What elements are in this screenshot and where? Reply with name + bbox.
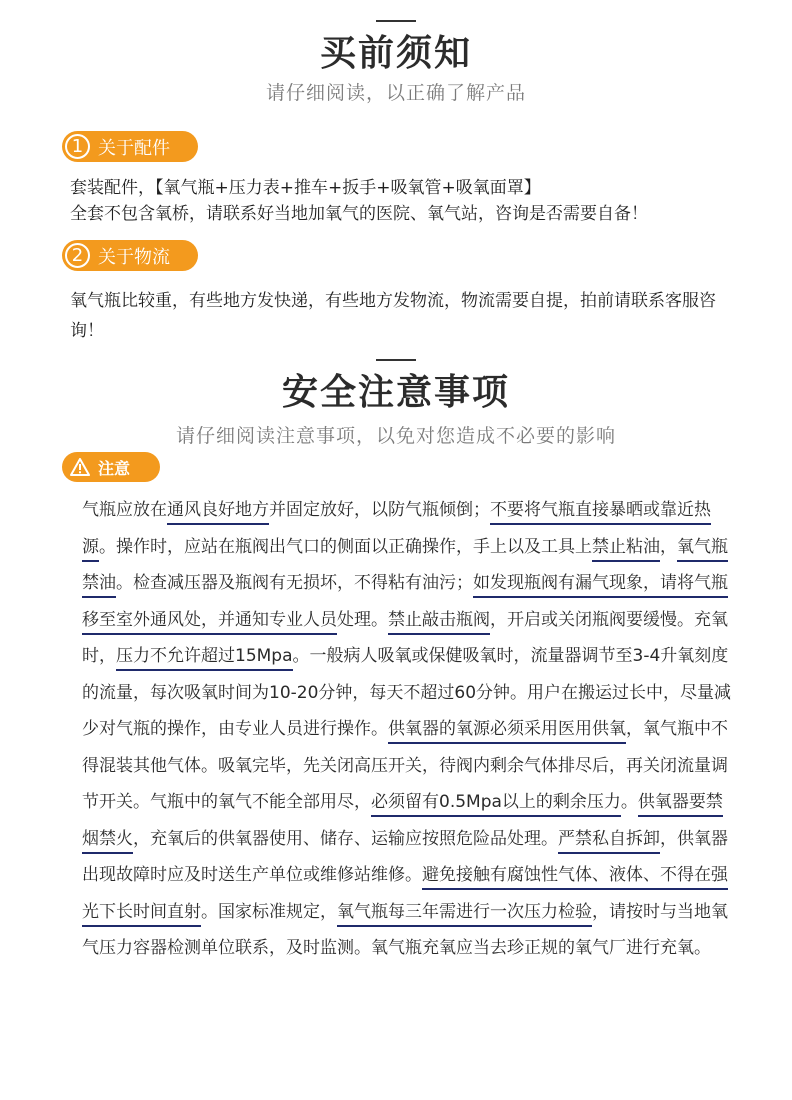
badge-number: 1 [65,134,90,159]
safety-subtitle: 请仔细阅读注意事项，以免对您造成不必要的影响 [175,425,616,447]
underlined-warning: 压力不允许超过15Mpa [116,646,293,671]
notice-text: 并固定放好，以防气瓶倾倒； [269,500,490,520]
notice-text: ，氧气瓶中不得混装其他气体。吸氧完毕，先关闭高压开关，待阀内剩余气体排尽后，再关闭流量调节开关。气瓶中的氧气不能全部用尽， [82,719,728,812]
purchase-notice-subtitle: 请仔细阅读，以正确了解产品 [265,82,526,104]
accessories-badge [62,131,198,162]
notice-text: 。检查减压器及瓶阀有无损坏，不得粘有油污； [116,573,473,593]
notice-text: 。操作时，应站在瓶阀出气口的侧面以正确操作，手上以及工具上 [99,536,592,557]
notice-text: 处理。 [337,609,388,630]
attention-badge-label: 注意 [98,458,131,478]
safety-header [0,359,792,448]
title-rule [376,20,416,22]
notice-text: ，开启或关闭瓶阀要缓慢。充氧时， [82,609,728,666]
title-rule [376,359,416,361]
underlined-warning: 不要将气瓶直接暴晒或靠近热源 [82,500,711,562]
notice-text: 。国家标准规定， [201,901,337,922]
underlined-warning: 如发现瓶阀有漏气现象，请将气瓶移至室外通风处，并通知专业人员 [82,573,728,635]
badge-number: 2 [65,243,90,268]
underlined-warning: 禁止粘油 [592,537,660,562]
underlined-warning: 通风良好地方 [167,500,269,525]
notice-text: ，请按时与当地氧气压力容器检测单位联系，及时监测。氧气瓶充氧应当去珍正规的氧气厂进行充氧。 [82,901,728,958]
underlined-warning: 严禁私自拆卸 [558,829,660,854]
logistics-badge-label: 关于物流 [98,246,170,268]
logistics-text: 氧气瓶比较重，有些地方发快递，有些地方发物流，物流需要自提，拍前请联系客服咨询！ [70,291,716,341]
underlined-warning: 供氧器要禁烟禁火 [82,792,723,854]
notice-text: 。 [620,792,638,812]
underlined-warning: 供氧器的氧源必须采用医用供氧 [388,719,626,744]
purchase-notice-header [0,20,792,105]
logistics-badge [62,240,198,271]
underlined-warning: 必须留有0.5Mpa以上的剩余压力 [371,792,621,817]
underlined-warning: 氧气瓶每三年需进行一次压力检验 [337,902,592,927]
accessories-text [70,175,730,227]
accessories-badge-label: 关于配件 [98,137,170,159]
purchase-notice-title: 买前须知 [319,33,472,74]
notice-text: ，供氧器出现故障时应及时送生产单位或维修站维修。 [82,828,728,885]
attention-badge [62,452,160,482]
notice-text: ， [660,536,677,557]
underlined-warning: 禁止敲击瓶阀 [388,610,490,635]
notice-text: 。一般病人吸氧或保健吸氧时，流量器调节至3-4升氧刻度的流量，每次吸氧时间为10-20分钟，每天不超过60分钟。用户在搬运过长中，尽量减少对气瓶的操作，由专业人员进行操作。 [82,646,732,739]
notice-text: ，充氧后的供氧器使用、储存、运输应按照危险品处理。 [133,828,558,849]
accessories-line-1: 套装配件，【氧气瓶+压力表+推车+扳手+吸氧管+吸氧面罩】 [70,178,541,198]
underlined-warning: 氧气瓶禁油 [82,537,728,599]
notice-text: 气瓶应放在 [82,500,167,520]
underlined-warning: 避免接触有腐蚀性气体、液体、不得在强光下长时间直射 [82,865,728,927]
safety-notice-text [82,492,732,967]
safety-title: 安全注意事项 [281,372,510,413]
warning-icon [70,458,90,476]
accessories-line-2: 全套不包含氧桥，请联系好当地加氧气的医院、氧气站，咨询是否需要自备！ [70,204,648,224]
